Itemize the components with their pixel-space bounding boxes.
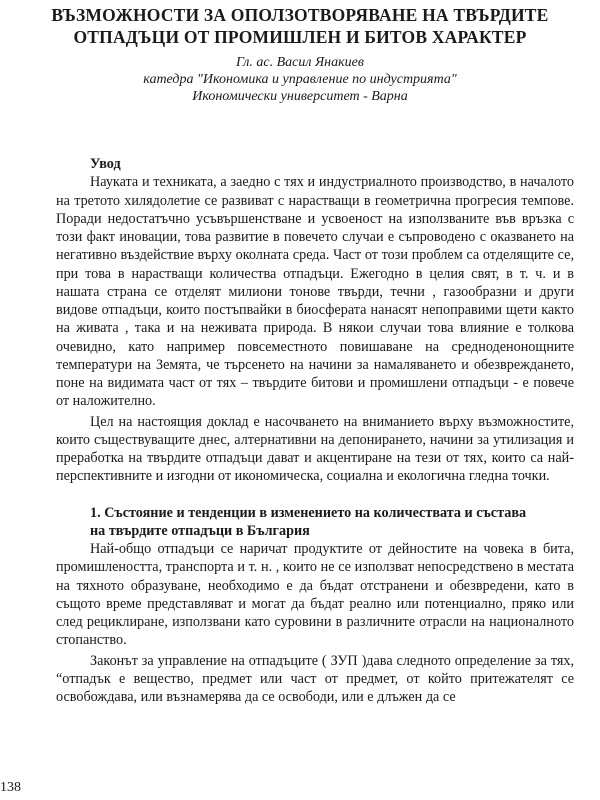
author-name: Гл. ас. Васил Янакиев — [236, 55, 364, 70]
paragraph-1: Науката и техниката, а заедно с тях и индустриалното производство, в началото на третото хилядолетие се развиват с нарастващи в геометрична прогресия темпове. Поради недостатъчно усъвършенстване и усвоеност на използваните във връзка с този факт иновации, това развитие в повечето случаи е съпроводено с оказването на негативно въздействие върху околната среда. Част от този проблем са отделящите се, при това в нарастващи количества отпадъци. Ежегодно в целия свят, в т. ч. и в нашата страна се отделят милиони тонове твърди, течни , газообразни и други видове отпадъци, които постъпвайки в биосферата нанасят непоправими щети както на живата , така и на неживата природа. В някои случаи това влияние е толкова очевидно, като например повсеместното повишаване на средноденонощните температури на Земята, че търсенето на начини за намаляването и обезвреждането, поне на видимата част от тях – твърдите битови и промишлени отпадъци - е повече от наложително. — [56, 174, 574, 410]
section-heading-line1: 1. Състояние и тенденции в изменението на количествата и състава — [90, 504, 527, 521]
author-block — [60, 54, 540, 105]
section-heading-line2: на твърдите отпадъци в България — [90, 522, 310, 539]
paragraph-2: Цел на настоящия доклад е насочването на вниманието върху възможностите, които съществуващите днес, алтернативни на депонирането, начини за утилизация и преработка на твърдите отпадъци дават и акцентиране на тези от тях, които са най-перспективните и изгодни от икономическа, социална и екологична гледна точки. — [56, 413, 574, 485]
body-text — [56, 155, 574, 706]
section-heading — [56, 504, 574, 541]
intro-heading: Увод — [90, 156, 121, 172]
section-paragraph-1: Най-общо отпадъци се наричат продуктите от дейностите на човека в бита, промишлеността, транспорта и т. н. , които не се използват непосредствено в местата на тяхното образуване, необходимо е да бъдат отстранени и обезвредени, като в същото време представляват и могат да бъдат реално или потенциално, пряко или след рециклиране, използвани като суровини в различните отрасли на националното стопанство. — [56, 541, 574, 649]
section-paragraph-2: Законът за управление на отпадъците ( ЗУП )дава следното определение за тях, “отпадък е вещество, предмет или част от предмет, от който притежателят се освобождава, или възнамерява да се освободи, или е длъжен да се — [56, 652, 574, 705]
page-number: 138 — [0, 780, 21, 795]
paper-title: ВЪЗМОЖНОСТИ ЗА ОПОЛЗОТВОРЯВАНЕ НА ТВЪРДИТЕ ОТПАДЪЦИ ОТ ПРОМИШЛЕН И БИТОВ ХАРАКТЕР — [51, 5, 549, 47]
author-department: катедра "Икономика и управление по индустрията" — [143, 72, 457, 87]
author-university: Икономически университет - Варна — [192, 89, 408, 104]
